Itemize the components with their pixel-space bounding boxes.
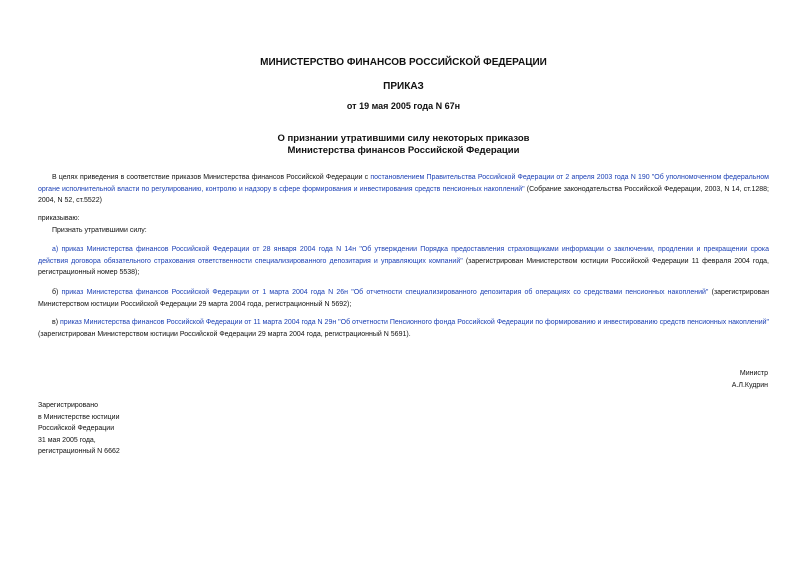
item-b-tail: (зарегистрирован Министерством юстиции Российской Федерации 29 марта 2004 года, регистрационный N 5692);	[38, 289, 769, 308]
item-a-link-order-14n[interactable]: приказ Министерства финансов Российской Федерации от 28 января 2004 года N 14н "Об утверждении Порядка предоставления страховщиками информации о заключении, продлении и прекращении срока действия договора обязательного страхования ответственности специализированного депозитария и управляющих компаний"	[38, 246, 769, 265]
registration-block	[38, 400, 120, 458]
registration-line-5: регистрационный N 6662	[38, 448, 120, 455]
ministry-heading: МИНИСТЕРСТВО ФИНАНСОВ РОССИЙСКОЙ ФЕДЕРАЦИИ	[260, 57, 547, 68]
preamble-link-resolution-190[interactable]: постановлением Правительства Российской Федерации от 2 апреля 2003 года N 190 "Об уполномоченном федеральном органе исполнительной власти по регулированию, контролю и надзору в сфере формирования и инвестирования средств пенсионных накоплений"	[38, 174, 769, 193]
registration-line-2: в Министерстве юстиции	[38, 413, 120, 421]
document-date-number: от 19 мая 2005 года N 67н	[346, 101, 461, 111]
item-c-prefix: в)	[52, 319, 61, 326]
item-b-paragraph	[38, 287, 769, 310]
item-a-paragraph	[38, 244, 769, 279]
item-c-link-order-29n[interactable]: приказ Министерства финансов Российской Федерации от 11 марта 2004 года N 29н "Об отчетности Пенсионного фонда Российской Федерации по формированию и инвестированию средств пенсионных накоплений"	[60, 319, 769, 326]
item-b-prefix: б)	[52, 289, 62, 296]
document-title-line-1: О признании утратившими силу некоторых приказов	[277, 133, 530, 144]
item-c-paragraph	[38, 317, 769, 340]
preamble-intro: В целях приведения в соответствие приказов Министерства финансов Российской Федерации с	[52, 174, 371, 181]
document-title-line-2: Министерства финансов Российской Федерации	[287, 145, 520, 156]
signature-position: Министр	[739, 370, 768, 377]
order-word: приказываю:	[38, 215, 80, 222]
item-b-link-order-26n[interactable]: приказ Министерства финансов Российской Федерации от 1 марта 2004 года N 26н "Об отчетности специализированного депозитария об операциях со средствами пенсионных накоплений"	[61, 289, 709, 296]
item-a-tail: (зарегистрирован Министерством юстиции Российской Федерации 11 февраля 2004 года, регистрационный номер 5538);	[38, 257, 769, 276]
recognize-invalid-text: Признать утратившими силу:	[52, 227, 147, 234]
document-type: ПРИКАЗ	[383, 81, 424, 92]
preamble-tail: (Собрание законодательства Российской Федерации, 2003, N 14, ст.1288; 2004, N 52, ст.5522)	[38, 185, 769, 204]
registration-line-3: Российской Федерации	[38, 425, 115, 432]
registration-line-4: 31 мая 2005 года,	[38, 436, 96, 444]
item-a-prefix: а)	[52, 246, 62, 253]
signature-name: А.Л.Кудрин	[731, 382, 768, 389]
item-c-tail: (зарегистрирован Министерством юстиции Российской Федерации 29 марта 2004 года, регистрационный N 5691).	[38, 330, 411, 338]
preamble-paragraph	[38, 172, 769, 207]
registration-line-1: Зарегистрировано	[38, 402, 98, 409]
